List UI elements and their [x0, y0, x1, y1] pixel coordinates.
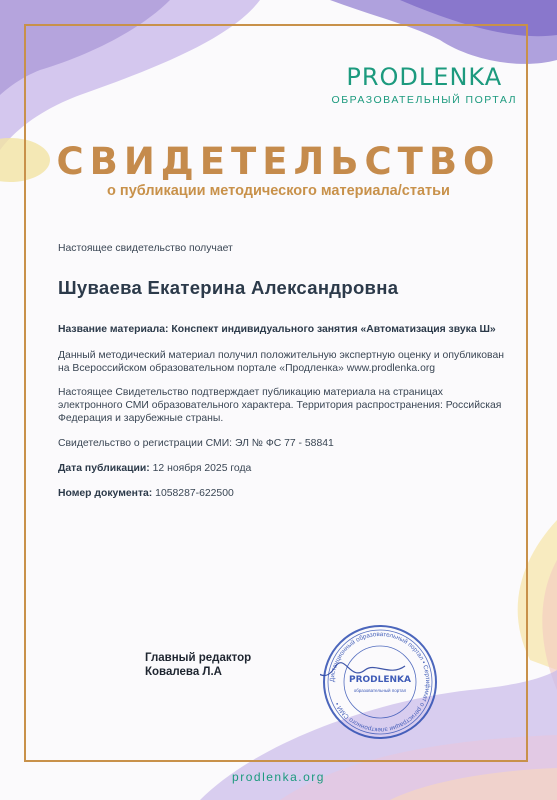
editor-role: Главный редактор	[145, 652, 252, 664]
doc-number-value: 1058287-622500	[155, 488, 234, 499]
material-label: Название материала:	[58, 324, 169, 335]
registration-number: Свидетельство о регистрации СМИ: ЭЛ № ФС 77 - 58841	[58, 438, 334, 449]
material-value: Конспект индивидуального занятия «Автоматизация звука Ш»	[171, 324, 496, 335]
editor-name: Ковалева Л.А	[145, 666, 222, 678]
prodlenka-logo	[332, 64, 517, 106]
stamp-center-subtext: образовательный портал	[353, 688, 407, 693]
material-line	[58, 323, 508, 336]
recipient-name: Шуваева Екатерина Александровна	[58, 277, 399, 298]
pub-date-label: Дата публикации:	[58, 463, 150, 474]
footer-website-link[interactable]: prodlenka.org	[232, 770, 325, 784]
doc-number-label: Номер документа:	[58, 488, 153, 499]
document-number	[58, 487, 508, 500]
certificate-title: СВИДЕТЕЛЬСТВО	[56, 140, 501, 183]
official-stamp	[320, 622, 440, 747]
editor-signature-block	[145, 651, 251, 679]
logo-wordmark: PRODLENKA	[346, 63, 503, 91]
certificate-subtitle: о публикации методического материала/статьи	[107, 183, 450, 199]
recipient-label: Настоящее свидетельство получает	[58, 243, 233, 254]
publication-date	[58, 462, 508, 475]
stamp-outer-text: Дистанционный образовательный портал • Сертификат о регистрации электронного СМИ •	[328, 630, 432, 734]
logo-tagline: ОБРАЗОВАТЕЛЬНЫЙ ПОРТАЛ	[331, 94, 517, 106]
stamp-center-text: PRODLENKA	[348, 675, 412, 685]
pub-date-value: 12 ноября 2025 года	[152, 463, 252, 474]
confirmation-paragraph: Настоящее Свидетельство подтверждает публикацию материала на страницах электронного СМИ образовательного характера. Территория распространения: Российская Федерация и зарубежные страны.	[58, 387, 502, 424]
publication-paragraph: Данный методический материал получил положительную экспертную оценку и опубликован на Всероссийском образовательном портале «Продленка» www.prodlenka.org	[58, 350, 504, 374]
